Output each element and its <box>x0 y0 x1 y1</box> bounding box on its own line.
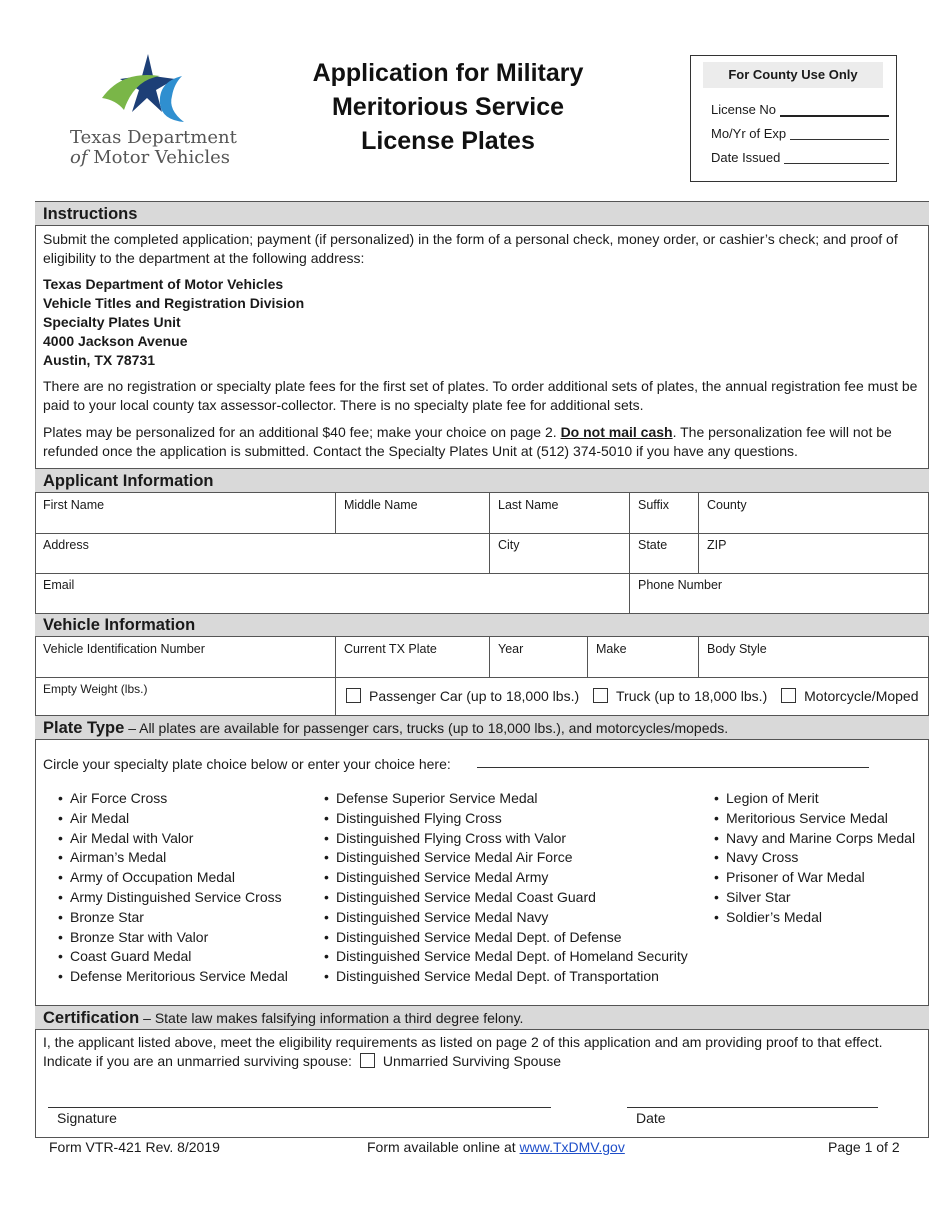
plate-type-header <box>35 715 929 740</box>
last-name-field[interactable] <box>490 493 630 533</box>
plate-option[interactable]: • Prisoner of War Medal <box>714 868 915 888</box>
plate-option[interactable]: • Soldier’s Medal <box>714 908 915 928</box>
truck-option[interactable] <box>593 688 767 704</box>
plate-option[interactable]: • Distinguished Service Medal Dept. of Defense <box>324 928 688 948</box>
suffix-label: Suffix <box>638 498 670 512</box>
plate-option[interactable]: • Army Distinguished Service Cross <box>58 888 288 908</box>
middle-name-label: Middle Name <box>344 498 418 512</box>
divider <box>35 573 929 574</box>
instructions-para-3 <box>43 423 923 461</box>
body-style-field[interactable] <box>699 637 929 677</box>
vehicle-type-options <box>346 688 929 704</box>
para3-text-b: . The personalization fee will not be refunded once the application is submitted. Contact the Specialty Plates Unit at (512) 374-5010 if you have any questions. <box>43 424 892 459</box>
empty-weight-label: Empty Weight (lbs.) <box>43 682 148 696</box>
plate-option[interactable]: • Defense Superior Service Medal <box>324 789 688 809</box>
mo-yr-exp-line <box>790 126 889 140</box>
plate-option[interactable]: • Navy Cross <box>714 848 915 868</box>
vehicle-heading: Vehicle Information <box>43 616 196 634</box>
do-not-mail-cash: Do not mail cash <box>560 424 673 440</box>
instructions-para-1: Submit the completed application; payment (if personalized) in the form of a personal check, money order, or cashier’s check; and proof of eligibility to the department at the following address: <box>43 231 898 266</box>
plate-option[interactable]: • Distinguished Service Medal Air Force <box>324 848 688 868</box>
plate-option[interactable]: • Distinguished Service Medal Coast Guard <box>324 888 688 908</box>
date-label: Date <box>636 1110 666 1126</box>
divider <box>698 637 699 677</box>
county-field[interactable] <box>699 493 929 533</box>
motorcycle-checkbox[interactable] <box>781 688 796 703</box>
plate-option[interactable]: • Distinguished Service Medal Dept. of Homeland Security <box>324 947 688 967</box>
applicant-heading: Applicant Information <box>43 472 214 490</box>
applicant-header <box>35 468 929 493</box>
mo-yr-exp-label: Mo/Yr of Exp <box>711 126 787 141</box>
plate-option[interactable]: • Distinguished Service Medal Army <box>324 868 688 888</box>
logo-of: of <box>70 147 88 168</box>
year-label: Year <box>498 642 524 656</box>
instructions-header <box>35 201 929 226</box>
logo-line-2: Motor Vehicles <box>93 147 230 168</box>
passenger-car-label: Passenger Car (up to 18,000 lbs.) <box>369 688 580 704</box>
state-label: State <box>638 538 668 552</box>
plate-choice-input[interactable] <box>477 767 869 768</box>
plate-list-col-2 <box>324 789 688 987</box>
plate-option[interactable]: • Meritorious Service Medal <box>714 809 915 829</box>
divider <box>335 493 336 533</box>
plate-option[interactable]: • Distinguished Flying Cross with Valor <box>324 829 688 849</box>
city-label: City <box>498 538 520 552</box>
instructions-heading: Instructions <box>43 205 138 223</box>
plate-list-col-3 <box>714 789 915 928</box>
spouse-row <box>43 1052 923 1071</box>
address-field[interactable] <box>35 533 489 573</box>
certification-subtitle: – State law makes falsifying information a third degree felony. <box>139 1010 524 1026</box>
state-field[interactable] <box>630 533 699 573</box>
divider <box>587 637 588 677</box>
logo-line-1: Texas Department <box>70 127 237 148</box>
spouse-prompt: Indicate if you are an unmarried surviving spouse: <box>43 1053 352 1069</box>
current-plate-label: Current TX Plate <box>344 642 437 656</box>
zip-field[interactable] <box>699 533 929 573</box>
plate-option[interactable]: • Bronze Star <box>58 908 288 928</box>
county-label: County <box>707 498 747 512</box>
plate-option[interactable]: • Air Medal <box>58 809 288 829</box>
truck-label: Truck (up to 18,000 lbs.) <box>616 688 768 704</box>
address-label: Address <box>43 538 89 552</box>
form-id: Form VTR-421 Rev. 8/2019 <box>49 1139 220 1155</box>
make-label: Make <box>596 642 627 656</box>
page-number: Page 1 of 2 <box>828 1139 900 1155</box>
vin-label: Vehicle Identification Number <box>43 642 205 656</box>
divider <box>698 493 699 573</box>
zip-label: ZIP <box>707 538 727 552</box>
body-style-label: Body Style <box>707 642 767 656</box>
divider <box>489 637 490 677</box>
address-line: Austin, TX 78731 <box>43 352 156 368</box>
title-line-1: Application for Military <box>312 59 584 87</box>
signature-label: Signature <box>57 1110 117 1126</box>
make-field[interactable] <box>588 637 699 677</box>
signature-line[interactable] <box>48 1107 551 1108</box>
divider <box>35 677 929 678</box>
email-label: Email <box>43 578 75 592</box>
vehicle-header <box>35 613 929 637</box>
title-line-2: Meritorious Service <box>331 93 565 121</box>
divider <box>489 493 490 573</box>
plate-option[interactable]: • Distinguished Service Medal Navy <box>324 908 688 928</box>
date-issued-label: Date Issued <box>711 150 781 165</box>
truck-checkbox[interactable] <box>593 688 608 703</box>
plate-option[interactable]: • Bronze Star with Valor <box>58 928 288 948</box>
plate-list-col-1 <box>58 789 288 987</box>
address-line: Texas Department of Motor Vehicles <box>43 276 284 292</box>
county-use-box <box>690 55 897 182</box>
unmarried-spouse-checkbox[interactable] <box>360 1053 375 1068</box>
address-line: 4000 Jackson Avenue <box>43 333 188 349</box>
county-box-heading: For County Use Only <box>703 62 883 88</box>
para3-text-a: Plates may be personalized for an additional $40 fee; make your choice on page 2. <box>43 424 561 440</box>
motorcycle-label: Motorcycle/Moped <box>804 688 919 704</box>
first-name-field[interactable] <box>35 493 335 533</box>
plate-option[interactable]: • Air Force Cross <box>58 789 288 809</box>
license-no-line <box>780 102 889 117</box>
form-availability <box>367 1139 625 1155</box>
plate-option[interactable]: • Legion of Merit <box>714 789 915 809</box>
plate-option[interactable]: • Distinguished Flying Cross <box>324 809 688 829</box>
plate-choice-prompt: Circle your specialty plate choice below or enter your choice here: <box>43 756 451 772</box>
phone-label: Phone Number <box>638 578 723 592</box>
email-field[interactable] <box>35 573 630 613</box>
instructions-para-2: There are no registration or specialty plate fees for the first set of plates. To order additional sets of plates, the annual registration fee must be paid to your local county tax assessor-collector. There is no specialty plate fee for additional sets. <box>43 378 918 413</box>
plate-option[interactable]: • Silver Star <box>714 888 915 908</box>
middle-name-field[interactable] <box>336 493 489 533</box>
phone-field[interactable] <box>630 573 929 613</box>
current-plate-field[interactable] <box>336 637 489 677</box>
passenger-car-option[interactable] <box>346 688 579 704</box>
address-line: Specialty Plates Unit <box>43 314 181 330</box>
star-logo-icon <box>62 52 242 132</box>
plate-type-subtitle: – All plates are available for passenger cars, trucks (up to 18,000 lbs.), and motorcycles/mopeds. <box>124 720 729 736</box>
date-issued-row <box>711 150 889 165</box>
certification-header <box>35 1005 929 1030</box>
motorcycle-option[interactable] <box>781 688 918 704</box>
city-field[interactable] <box>490 533 630 573</box>
license-no-row <box>711 102 889 117</box>
plate-option[interactable]: • Air Medal with Valor <box>58 829 288 849</box>
passenger-car-checkbox[interactable] <box>346 688 361 703</box>
address-line: Vehicle Titles and Registration Division <box>43 295 305 311</box>
logo-wordmark <box>70 128 245 168</box>
last-name-label: Last Name <box>498 498 559 512</box>
page-title <box>270 56 626 158</box>
txdmv-logo <box>62 52 242 172</box>
availability-text: Form available online at <box>367 1139 520 1155</box>
year-field[interactable] <box>490 637 588 677</box>
plate-option[interactable]: • Distinguished Service Medal Dept. of Transportation <box>324 967 688 987</box>
plate-option[interactable]: • Defense Meritorious Service Medal <box>58 967 288 987</box>
mo-yr-exp-row <box>711 126 889 141</box>
divider <box>629 493 630 613</box>
date-issued-line <box>784 150 889 164</box>
plate-option[interactable]: • Navy and Marine Corps Medal <box>714 829 915 849</box>
divider <box>335 637 336 715</box>
mailing-address <box>43 275 304 370</box>
plate-option[interactable]: • Coast Guard Medal <box>58 947 288 967</box>
plate-type-heading: Plate Type <box>43 719 125 737</box>
certification-heading: Certification <box>43 1009 140 1027</box>
plate-option[interactable]: • Army of Occupation Medal <box>58 868 288 888</box>
first-name-label: First Name <box>43 498 105 512</box>
date-line[interactable] <box>627 1107 878 1108</box>
license-no-label: License No <box>711 102 777 117</box>
divider <box>35 533 929 534</box>
suffix-field[interactable] <box>630 493 699 533</box>
title-line-3: License Plates <box>361 127 535 155</box>
vin-field[interactable] <box>35 637 335 677</box>
txdmv-link[interactable]: www.TxDMV.gov <box>519 1139 625 1155</box>
empty-weight-field[interactable] <box>35 677 335 715</box>
plate-option[interactable]: • Airman’s Medal <box>58 848 288 868</box>
unmarried-spouse-label: Unmarried Surviving Spouse <box>382 1053 562 1069</box>
certification-statement: I, the applicant listed above, meet the eligibility requirements as listed on page 2 of this application and am providing proof to that effect. <box>43 1034 883 1050</box>
